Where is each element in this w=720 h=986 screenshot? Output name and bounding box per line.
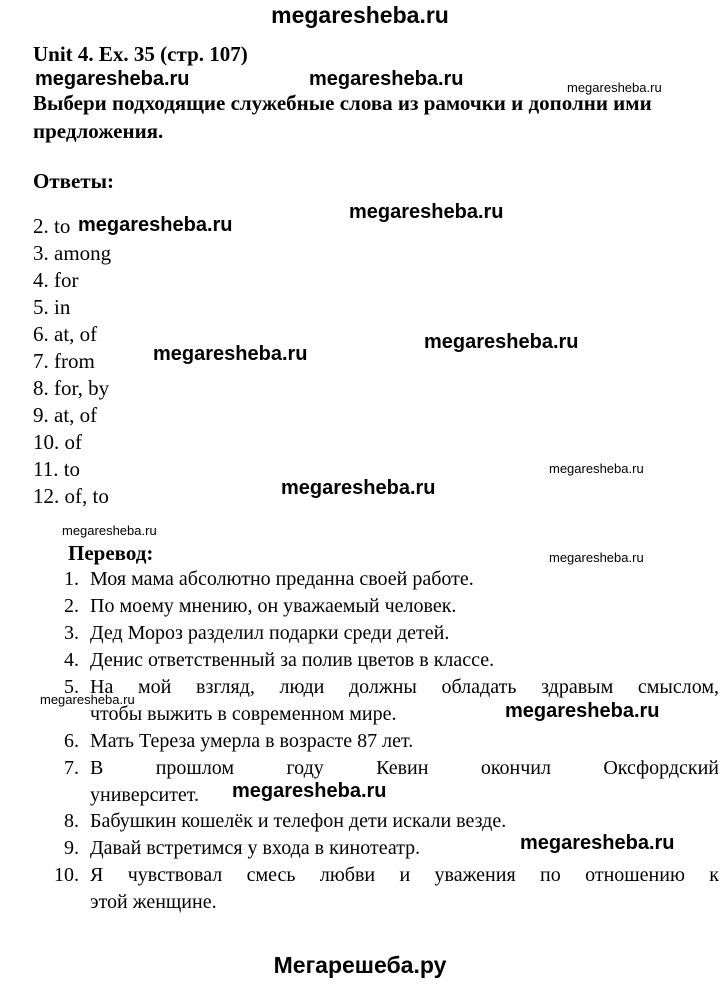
item-number: 4. [64,649,79,671]
answer-item: 3. among [33,241,112,265]
item-number: 6. [64,730,79,752]
item-number: 1. [64,568,79,590]
watermark: megaresheba.ru [35,68,190,90]
task-instruction: Выбери подходящие служебные слова из рамочки и дополни ими предложения. [33,91,652,143]
item-text-line1: В прошлом году Кевин окончил Оксфордский [90,757,719,779]
footer-site-name: Мегарешеба.ру [273,952,447,978]
item-number: 2. [64,595,79,617]
watermark: megaresheba.ru [40,692,135,707]
watermark: megaresheba.ru [549,461,644,476]
watermark-top: megaresheba.ru [271,2,449,28]
translation-item [33,620,719,646]
exercise-title: Unit 4. Ex. 35 (стр. 107) [33,42,248,66]
answer-item: 2. to [33,214,71,238]
answer-item: 12. of, to [33,484,109,508]
item-text-line2: этой женщине. [90,891,217,913]
watermark: megaresheba.ru [281,477,436,499]
item-text: Денис ответственный за полив цветов в классе. [90,649,495,671]
item-text: Моя мама абсолютно преданна своей работе. [90,568,474,590]
item-text: Мать Тереза умерла в возрасте 87 лет. [90,730,414,752]
item-text-line2: университет. [90,784,200,806]
watermark: megaresheba.ru [232,780,387,802]
answer-item: 8. for, by [33,376,110,400]
item-text-line2: чтобы выжить в современном мире. [90,703,397,725]
watermark: megaresheba.ru [567,80,662,95]
translation-item [33,647,719,673]
answer-item: 11. to [33,457,81,481]
answer-item: 5. in [33,295,71,319]
item-number: 9. [64,837,79,859]
item-number: 7. [64,757,79,779]
item-number: 5. [64,676,79,698]
answer-item: 10. of [33,430,82,454]
answer-item: 9. at, of [33,403,98,427]
watermark: megaresheba.ru [505,700,660,722]
translation-item [33,566,719,592]
item-text: Бабушкин кошелёк и телефон дети искали везде. [90,810,507,832]
translation-item [33,728,719,754]
translation-item [33,862,719,914]
watermark: megaresheba.ru [520,832,675,854]
item-number: 10. [54,864,79,886]
answer-item: 6. at, of [33,322,98,346]
watermark: megaresheba.ru [349,201,504,223]
watermark: megaresheba.ru [62,523,157,538]
translation-item [33,808,719,834]
answer-item: 4. for [33,268,79,292]
translation-item [33,593,719,619]
translation-heading: Перевод: [68,541,154,565]
watermark: megaresheba.ru [153,343,308,365]
watermark: megaresheba.ru [424,331,579,353]
item-text-line1: На мой взгляд, люди должны обладать здравым смыслом, [90,676,719,698]
item-number: 3. [64,622,79,644]
item-number: 8. [64,810,79,832]
watermark: megaresheba.ru [309,68,464,90]
answer-item: 7. from [33,349,95,373]
watermark: megaresheba.ru [78,214,233,236]
item-text-line1: Я чувствовал смесь любви и уважения по отношению к [90,864,719,886]
watermark: megaresheba.ru [549,550,644,565]
item-text: По моему мнению, он уважаемый человек. [90,595,457,617]
item-text: Давай встретимся у входа в кинотеатр. [90,837,421,859]
item-text: Дед Мороз разделил подарки среди детей. [90,622,450,644]
answers-heading: Ответы: [33,169,115,193]
